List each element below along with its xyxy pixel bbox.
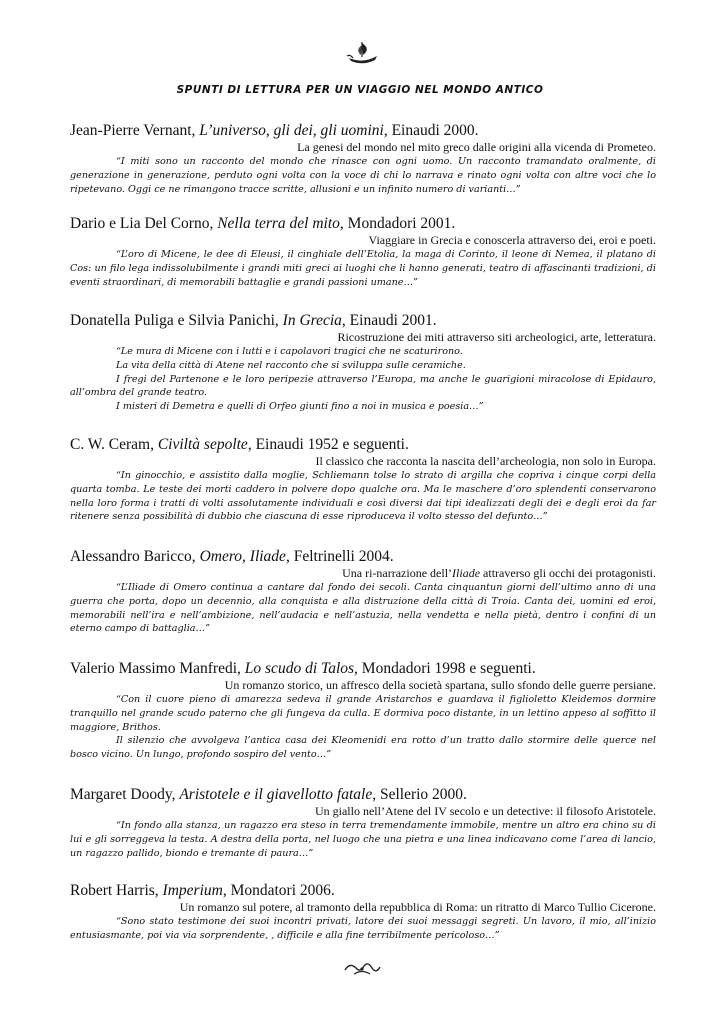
book-quote: “L’oro di Micene, le dee di Eleusi, il cinghiale dell’Etolia, la maga di Corinto, il leone di Nemea, il platano di Cos: un filo lega indissolubilmente i grandi miti greci ai luoghi che li hanno generati, teatro di affascinanti tradizioni, di eventi straordinari, di memorabili battaglie e grandi passioni umane…”	[70, 249, 656, 288]
book-quote: “In ginocchio, e assistito dalla moglie, Schliemann tolse lo strato di argilla che copriva i cinque corpi della quarta tomba. Le teste dei morti caddero in polvere dopo qualche ora. Ma le maschere d’oro splendenti conservarono nella loro forma i tratti di volti assolutamente individuali e così diversi dai tipi idealizzati degli dei e degli eroi da far ritenere senza possibilità di dubbio che ciascuna di esse riproduceva il volto stesso del defunto…”	[70, 470, 656, 523]
book-title-line: Margaret Doody, Aristotele e il giavellotto fatale, Sellerio 2000.	[70, 786, 467, 803]
book-quote: “L’Iliade di Omero continua a cantare dal fondo dei secoli. Canta cinquantun giorni dell’ultimo anno di una guerra che porta, dopo un decennio, alla conquista e alla distruzione della città di Troia. Canta dei, uomini ed eroi, memorabili nell’ira e nell’ambizione, nell’audacia e nell’astuzia, nella vendetta e nella pietà, dentro i confini di un eterno campo di battaglia…”	[70, 582, 656, 635]
book-summary: Una ri-narrazione dell’Iliade attraverso gli occhi dei protagonisti.	[342, 566, 656, 580]
book-work-title: Imperium	[162, 882, 223, 899]
book-quote: “Sono stato testimone dei suoi incontri privati, latore dei suoi messaggi segreti. Un lavoro, il mio, all’inizio entusiasmante, poi via via sorprendente, , difficile e alla fine terribilmente pericoloso…”	[70, 916, 656, 941]
book-work-title: L’universo, gli dei, gli uomini	[199, 122, 384, 139]
page-heading: SPUNTI DI LETTURA PER UN VIAGGIO NEL MONDO ANTICO	[176, 84, 544, 96]
book-quote: “In fondo alla stanza, un ragazzo era steso in terra tremendamente immobile, mentre un altro era chino su di lui e gli sorreggeva la testa. A destra della porta, nel luogo che una pietra e una linea indicavano come l’area di lancio, un ragazzo pallido, biondo e tremante di paura…”	[70, 820, 656, 859]
book-summary: Ricostruzione dei miti attraverso siti archeologici, arte, letteratura.	[337, 330, 656, 344]
book-work-title: In Grecia	[282, 312, 342, 329]
book-entry	[70, 311, 656, 414]
book-quote: “Con il cuore pieno di amarezza sedeva il grande Aristarchos e guardava il figlioletto Kleidemos dormire tranquillo nel grande scudo paterno che gli fungeva da culla. E dormiva poco distante, in un lettino appeso al soffitto il maggiore, Brithos. Il silenzio che avvolgeva l’antica casa dei Kleomenidi era rotto d’un tratto dallo stormire delle querce nel bosco vicino. Un lungo, profondo sospiro del vento…”	[70, 694, 656, 761]
book-entry	[70, 435, 656, 524]
book-title-line: Jean-Pierre Vernant, L’universo, gli dei, gli uomini, Einaudi 2000.	[70, 122, 479, 139]
ship-ornament-icon	[345, 40, 381, 66]
book-work-title: Nella terra del mito	[217, 215, 340, 232]
book-entry	[70, 121, 656, 196]
book-quote: “I miti sono un racconto del mondo che rinasce con ogni uomo. Un racconto tramandato oralmente, di generazione in generazione, perduto ogni volta con la voce di chi lo narrava e rinato ogni volta con altre voci che lo ripetevano. Oggi ce ne rimangono tracce scritte, allusioni e un infinito numero di varianti…”	[70, 156, 656, 195]
book-summary: La genesi del mondo nel mito greco dalle origini alla vicenda di Prometeo.	[297, 140, 656, 154]
book-entry	[70, 659, 656, 762]
book-entry	[70, 214, 656, 289]
book-title-line: Dario e Lia Del Corno, Nella terra del mito, Mondadori 2001.	[70, 215, 456, 232]
book-entry	[70, 785, 656, 860]
book-summary: Viaggiare in Grecia e conoscerla attraverso dei, eroi e poeti.	[368, 233, 656, 247]
book-quote: “Le mura di Micene con i lutti e i capolavori tragici che ne scaturirono. La vita della città di Atene nel racconto che si sviluppa sulle ceramiche. I fregi del Partenone e le loro peripezie attraverso l’Europa, ma anche le guarigioni miracolose di Epidauro, all’ombra del grande teatro. I misteri di Demetra e quelli di Orfeo giunti fino a noi in musica e poesia…”	[70, 346, 656, 413]
book-title-line: C. W. Ceram, Civiltà sepolte, Einaudi 1952 e seguenti.	[70, 436, 409, 453]
flourish-ornament-icon	[342, 960, 382, 978]
book-work-title: Civiltà sepolte	[157, 436, 248, 453]
book-title-line: Robert Harris, Imperium, Mondatori 2006.	[70, 882, 335, 899]
book-work-title: Aristotele e il giavellotto fatale	[179, 786, 373, 803]
book-title-line: Donatella Puliga e Silvia Panichi, In Grecia, Einaudi 2001.	[70, 312, 437, 329]
book-summary: Un romanzo storico, un affresco della società spartana, sullo sfondo delle guerre persiane.	[224, 678, 656, 692]
book-summary: Un giallo nell’Atene del IV secolo e un detective: il filosofo Aristotele.	[314, 804, 656, 818]
book-title-line: Valerio Massimo Manfredi, Lo scudo di Talos, Mondadori 1998 e seguenti.	[70, 660, 536, 677]
book-work-title: Lo scudo di Talos	[244, 660, 355, 677]
book-entry	[70, 547, 656, 636]
book-entry	[70, 881, 656, 943]
book-work-title: Omero, Iliade	[199, 548, 286, 565]
book-summary: Un romanzo sul potere, al tramonto della repubblica di Roma: un ritratto di Marco Tullio Cicerone.	[179, 900, 656, 914]
book-title-line: Alessandro Baricco, Omero, Iliade, Feltrinelli 2004.	[70, 548, 394, 565]
book-summary: Il classico che racconta la nascita dell’archeologia, non solo in Europa.	[315, 454, 656, 468]
